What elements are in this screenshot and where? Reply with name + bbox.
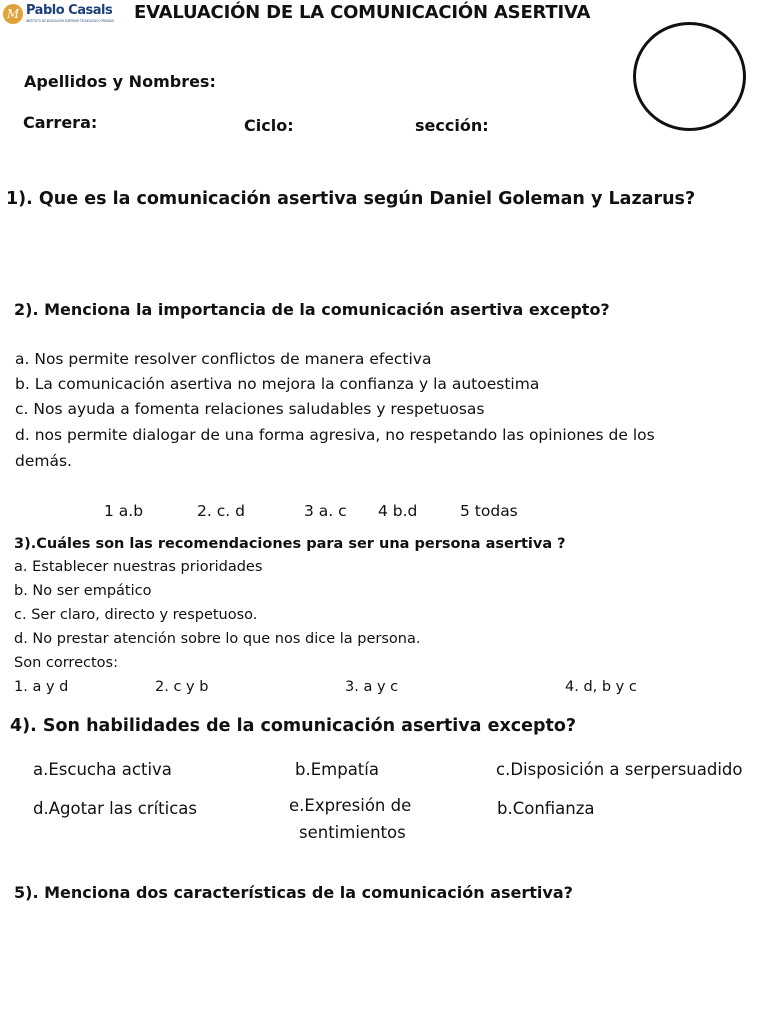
question-3-option: a. Establecer nuestras prioridades [14,559,263,575]
question-5: 5). Menciona dos características de la comunicación asertiva? [14,883,573,902]
question-2-option: b. La comunicación asertiva no mejora la confianza y la autoestima [15,375,540,393]
question-2-answer: 2. c. d [197,502,245,520]
question-3: 3).Cuáles son las recomendaciones para ser una persona asertiva ? [14,536,566,552]
question-3-prompt: Son correctos: [14,655,118,671]
logo-name: Pablo Casals [26,3,113,18]
question-4-option: b.Empatía [295,760,379,779]
question-4: 4). Son habilidades de la comunicación asertiva excepto? [10,716,577,736]
question-4-option-continuation: sentimientos [299,823,406,842]
question-2: 2). Menciona la importancia de la comunicación asertiva excepto? [14,300,610,319]
question-2-answer: 5 todas [460,502,518,520]
question-4-option: a.Escucha activa [33,760,172,779]
question-3-option: d. No prestar atención sobre lo que nos dice la persona. [14,631,421,647]
question-2-option: a. Nos permite resolver conflictos de manera efectiva [15,350,432,368]
question-3-answer: 3. a y c [345,679,399,695]
question-2-option: d. nos permite dialogar de una forma agresiva, no respetando las opiniones de los [15,426,655,444]
photo-circle [633,22,746,131]
page-title: EVALUACIÓN DE LA COMUNICACIÓN ASERTIVA [134,2,591,23]
question-2-option: c. Nos ayuda a fomenta relaciones saludables y respetuosas [15,400,485,418]
question-4-option: d.Agotar las críticas [33,799,197,818]
question-1: 1). Que es la comunicación asertiva según Daniel Goleman y Lazarus? [6,189,696,209]
question-3-option: b. No ser empático [14,583,152,599]
logo-subtitle: INSTITUTO DE EDUCACIÓN SUPERIOR TECNOLÓGICO PRIVADO [26,19,115,23]
question-2-option: demás. [15,452,72,470]
cycle-label: Ciclo: [244,116,294,135]
institution-logo [3,3,115,27]
question-2-answer: 1 a.b [104,502,144,520]
question-3-answer: 2. c y b [155,679,209,695]
question-3-answer: 1. a y d [14,679,69,695]
section-label: sección: [415,116,489,135]
question-3-option: c. Ser claro, directo y respetuoso. [14,607,258,623]
question-4-option: b.Confianza [497,799,595,818]
logo-emblem-icon: M [3,4,23,24]
question-3-answer: 4. d, b y c [565,679,637,695]
question-2-answer: 4 b.d [378,502,418,520]
question-4-option: c.Disposición a serpersuadido [496,760,743,779]
question-4-option: e.Expresión de [289,796,412,815]
name-label: Apellidos y Nombres: [24,72,216,91]
career-label: Carrera: [23,113,98,132]
question-2-answer: 3 a. c [304,502,347,520]
